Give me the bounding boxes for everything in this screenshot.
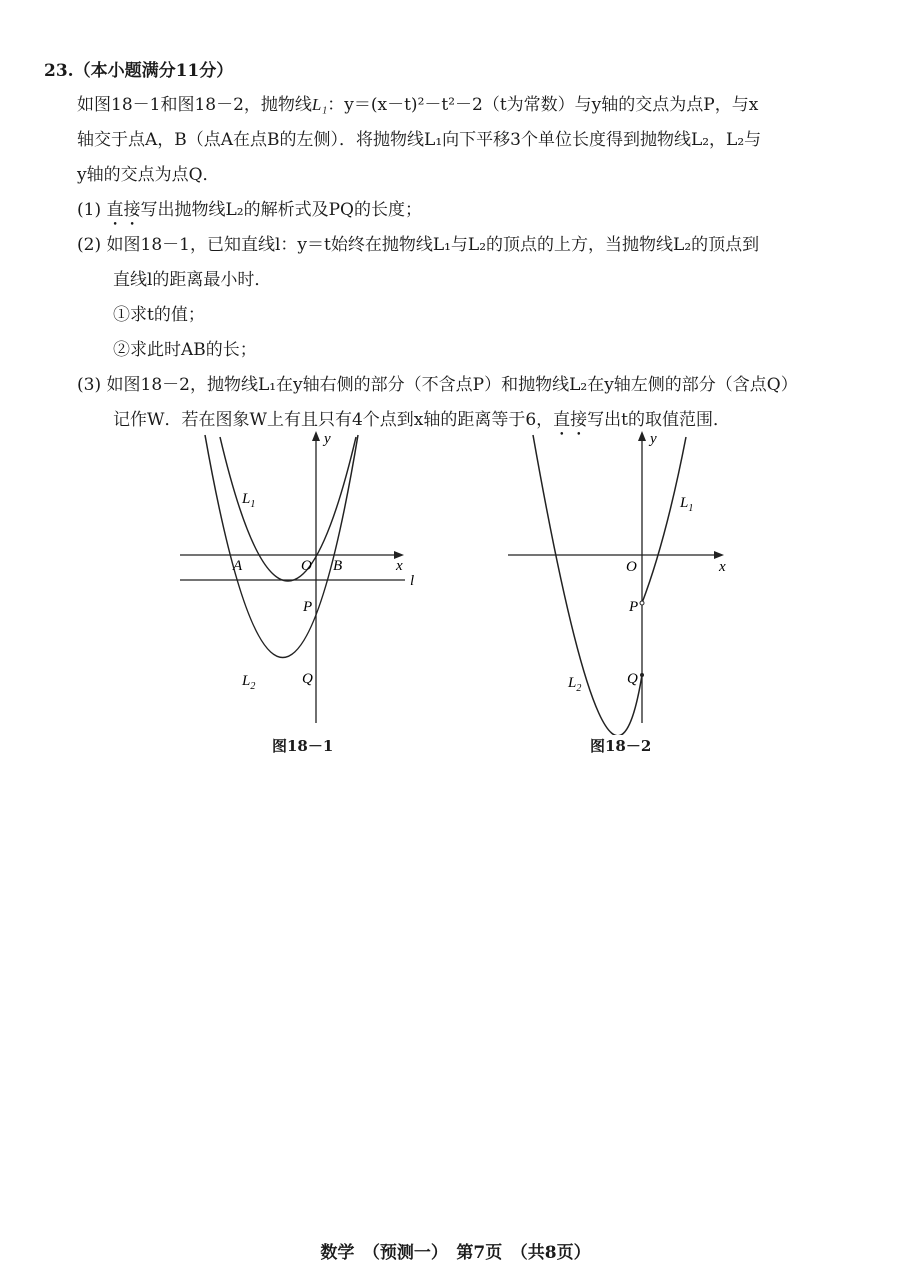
fig1-label-x: x [396,558,403,574]
part-2-sub-2: ②求此时AB的长； [113,340,257,360]
fig2-x-arrow [714,551,724,559]
question-header: 23.（本小题满分11分） [44,61,234,81]
part-2 [77,230,759,255]
part-3-emphasis: 直接 [553,410,588,430]
fig1-label-L2: $L_2$ [242,673,256,692]
fig1-label-A: A [233,558,243,574]
page-footer: 数学 （预测一） 第7页 （共8页） [320,1243,591,1263]
part-3-line-2-text-b: 写出t的取值范围． [587,410,731,430]
part-2-sub-1: ①求t的值； [113,305,205,325]
part-3-line-1: 如图18－2，抛物线L₁在y轴右侧的部分（不含点P）和抛物线L₂在y轴左侧的部分（含点Q） [106,375,798,395]
fig1-label-y: y [324,431,331,447]
stem-equation: ：y＝(x－t)²－t²－2（t为常数）与y轴的交点为点P，与x [327,95,759,115]
fig2-curve-L1 [642,437,686,603]
fig2-label-x: x [719,559,726,575]
fig1-y-arrow [312,431,320,441]
figure-18-1-caption: 图18－1 [272,737,334,755]
part-3 [77,370,798,395]
stem-line-1-text: 如图18－1和图18－2，抛物线 [77,95,312,115]
part-3-line-2-text-a: 记作W．若在图象W上有且只有4个点到x轴的距离等于6， [113,410,554,430]
fig1-label-L1: $L_1$ [242,491,256,510]
fig1-label-B: B [333,558,343,574]
part-2-line-2: 直线l的距离最小时． [113,270,272,290]
fig2-point-P-open [640,601,644,605]
fig2-label-P: P [629,599,639,615]
fig2-label-O: O [626,559,637,575]
figure-18-1 [170,425,430,735]
fig2-curve-L2 [533,435,642,735]
part-1 [77,195,422,230]
figure-18-2 [500,425,740,735]
fig2-y-arrow [638,431,646,441]
part-2-line-1: 如图18－1，已知直线l：y＝t始终在抛物线L₁与L₂的顶点的上方，当抛物线L₂的顶点到 [106,235,760,255]
figure-18-2-caption: 图18－2 [590,737,652,755]
stem-line-1 [77,90,758,115]
fig2-point-Q [640,673,644,677]
fig2-label-L1: $L_1$ [680,495,694,514]
part-1-number: (1) [77,200,102,220]
fig1-label-O: O [301,558,312,574]
part-1-text: 写出抛物线L₂的解析式及PQ的长度； [140,200,422,220]
fig1-label-Q: Q [302,671,313,687]
fig1-label-P: P [303,599,313,615]
fig2-label-y: y [650,431,657,447]
part-3-number: (3) [77,375,102,395]
fig1-label-l: l [410,573,415,589]
stem-line-3: y轴的交点为点Q． [77,165,220,185]
fig2-label-L2: $L_2$ [568,675,582,694]
part-2-number: (2) [77,235,102,255]
stem-line-2: 轴交于点A，B（点A在点B的左侧）．将抛物线L₁向下平移3个单位长度得到抛物线L₂，L₂与 [77,130,762,150]
fig2-label-Q: Q [627,671,638,687]
part-1-emphasis: 直接 [106,200,141,220]
stem-l1-label: L₁ [311,95,328,114]
